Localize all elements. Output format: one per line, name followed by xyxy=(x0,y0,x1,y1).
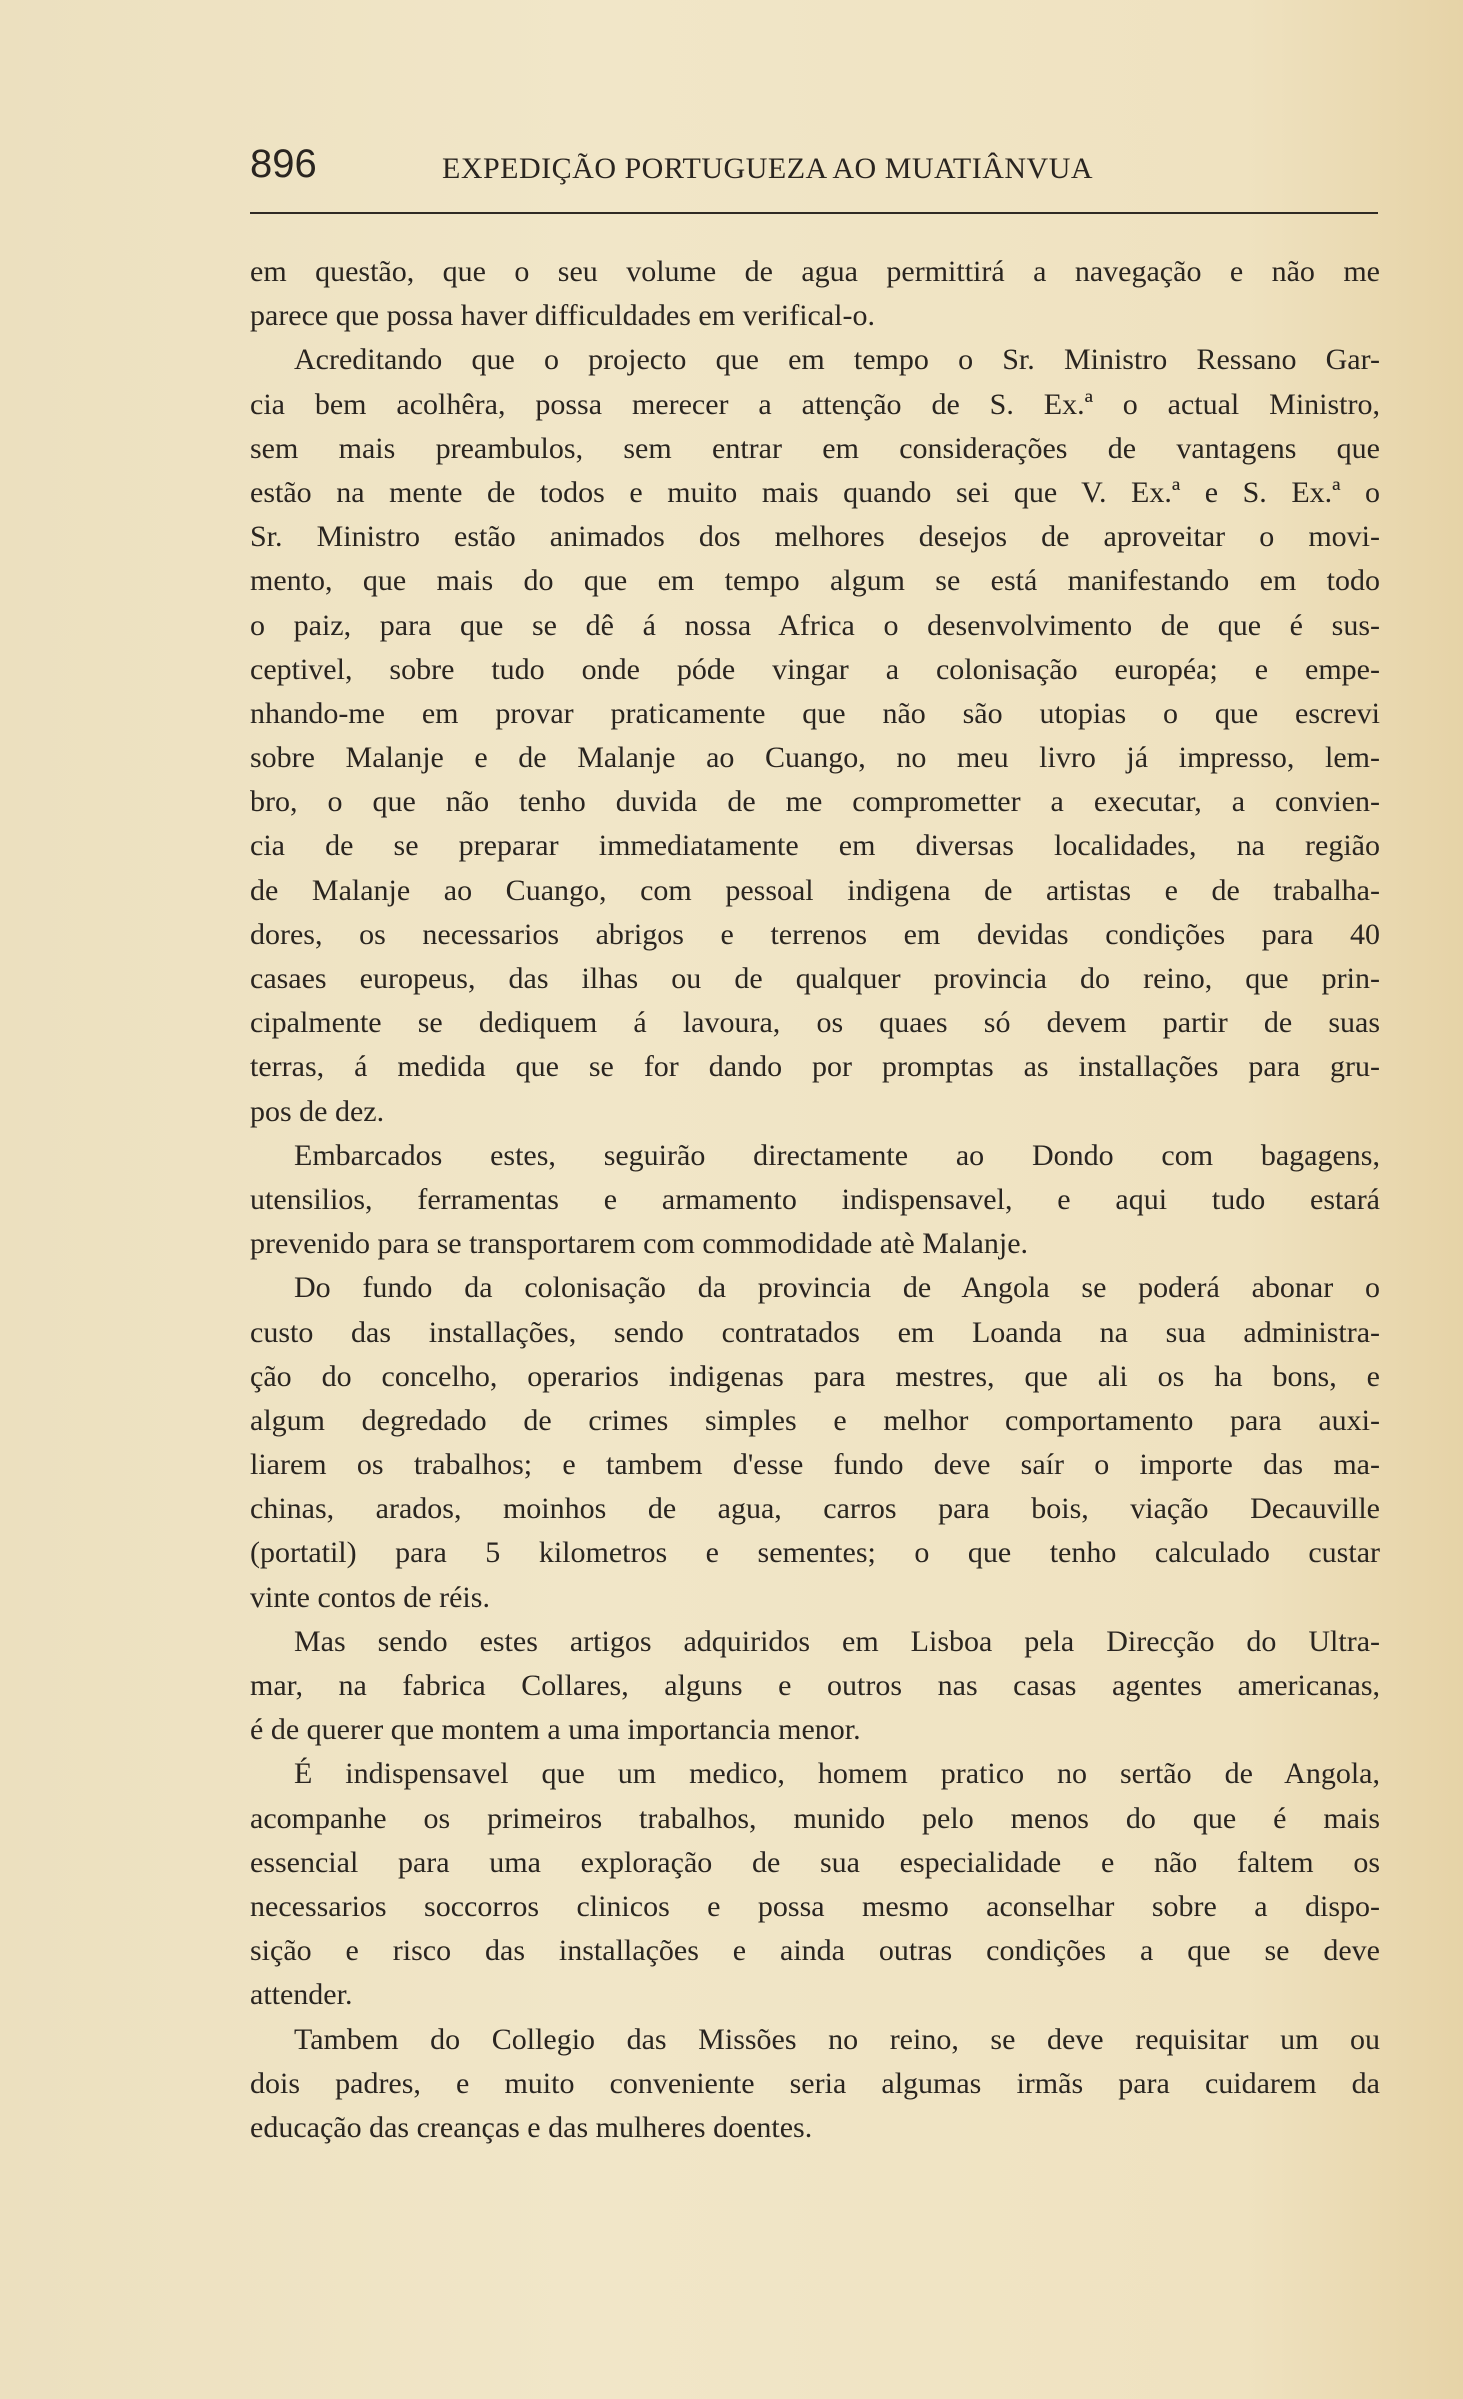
text-line: Tambem do Collegio das Missões no reino, se deve requisitar um ou xyxy=(294,2022,1380,2056)
text-line: attender. xyxy=(250,1978,353,2012)
text-line: Acreditando que o projecto que em tempo o Sr. Ministro Ressano Gar- xyxy=(294,343,1380,377)
text-line: Mas sendo estes artigos adquiridos em Lisboa pela Direcção do Ultra- xyxy=(294,1624,1380,1658)
text-line: dois padres, e muito conveniente seria algumas irmãs para cuidarem da xyxy=(250,2066,1380,2100)
text-line: essencial para uma exploração de sua especialidade e não faltem os xyxy=(250,1845,1380,1879)
text-line: custo das installações, sendo contratados em Loanda na sua administra- xyxy=(250,1315,1380,1349)
text-line: mento, que mais do que em tempo algum se está manifestando em todo xyxy=(250,564,1380,598)
header-rule xyxy=(250,212,1378,214)
text-line: pos de dez. xyxy=(250,1094,385,1128)
text-line: é de querer que montem a uma importancia menor. xyxy=(250,1713,861,1747)
text-line: (portatil) para 5 kilometros e sementes; o que tenho calculado custar xyxy=(250,1536,1380,1570)
page-number: 896 xyxy=(250,142,317,186)
text-line: ceptivel, sobre tudo onde póde vingar a colonisação européa; e empe- xyxy=(250,652,1380,686)
text-line: dores, os necessarios abrigos e terrenos em devidas condições para 40 xyxy=(250,917,1380,951)
text-line: sição e risco das installações e ainda outras condições a que se deve xyxy=(250,1934,1380,1968)
text-line: Embarcados estes, seguirão directamente ao Dondo com bagagens, xyxy=(294,1138,1380,1172)
text-line: casaes europeus, das ilhas ou de qualquer provincia do reino, que prin- xyxy=(250,962,1380,995)
text-line: cipalmente se dediquem á lavoura, os quaes só devem partir de suas xyxy=(250,1006,1380,1040)
text-line: Sr. Ministro estão animados dos melhores desejos de aproveitar o movi- xyxy=(250,520,1380,554)
text-line: algum degredado de crimes simples e melhor comportamento para auxi- xyxy=(250,1403,1380,1437)
text-line: necessarios soccorros clinicos e possa mesmo aconselhar sobre a dispo- xyxy=(250,1889,1380,1923)
running-title: EXPEDIÇÃO PORTUGUEZA AO MUATIÂNVUA xyxy=(442,152,1094,185)
text-line: sobre Malanje e de Malanje ao Cuango, no meu livro já impresso, lem- xyxy=(250,741,1380,775)
text-line: em questão, que o seu volume de agua permittirá a navegação e não me xyxy=(250,255,1380,288)
text-line: de Malanje ao Cuango, com pessoal indigena de artistas e de trabalha- xyxy=(250,873,1380,907)
text-line: utensilios, ferramentas e armamento indispensavel, e aqui tudo estará xyxy=(250,1182,1380,1216)
text-line: educação das creanças e das mulheres doentes. xyxy=(250,2110,813,2144)
text-line: estão na mente de todos e muito mais quando sei que V. Ex.ª e S. Ex.ª o xyxy=(250,475,1380,509)
text-line: sem mais preambulos, sem entrar em considerações de vantagens que xyxy=(250,431,1380,465)
text-line: acompanhe os primeiros trabalhos, munido pelo menos do que é mais xyxy=(250,1801,1380,1835)
text-line: cia de se preparar immediatamente em diversas localidades, na região xyxy=(250,829,1380,863)
text-line: terras, á medida que se for dando por promptas as installações para gru- xyxy=(250,1050,1380,1084)
text-line: parece que possa haver difficuldades em verifical-o. xyxy=(250,299,875,333)
text-line: o paiz, para que se dê á nossa Africa o desenvolvimento de que é sus- xyxy=(250,608,1380,642)
text-line: mar, na fabrica Collares, alguns e outros nas casas agentes americanas, xyxy=(250,1669,1380,1702)
text-line: ção do concelho, operarios indigenas para mestres, que ali os ha bons, e xyxy=(250,1359,1380,1393)
page-header xyxy=(250,142,1380,192)
body-text xyxy=(250,250,1380,2150)
text-line: É indispensavel que um medico, homem pratico no sertão de Angola, xyxy=(294,1757,1380,1791)
text-line: Do fundo da colonisação da provincia de Angola se poderá abonar o xyxy=(294,1271,1380,1305)
text-line: chinas, arados, moinhos de agua, carros para bois, viação Decauville xyxy=(250,1492,1380,1526)
text-line: cia bem acolhêra, possa merecer a attenção de S. Ex.ª o actual Ministro, xyxy=(250,387,1380,421)
text-line: nhando-me em provar praticamente que não são utopias o que escrevi xyxy=(250,696,1380,730)
text-line: bro, o que não tenho duvida de me comprometter a executar, a convien- xyxy=(250,785,1380,819)
text-line: vinte contos de réis. xyxy=(250,1580,490,1614)
text-line: prevenido para se transportarem com commodidade atè Malanje. xyxy=(250,1227,1029,1261)
text-line: liarem os trabalhos; e tambem d'esse fundo deve saír o importe das ma- xyxy=(250,1448,1380,1482)
